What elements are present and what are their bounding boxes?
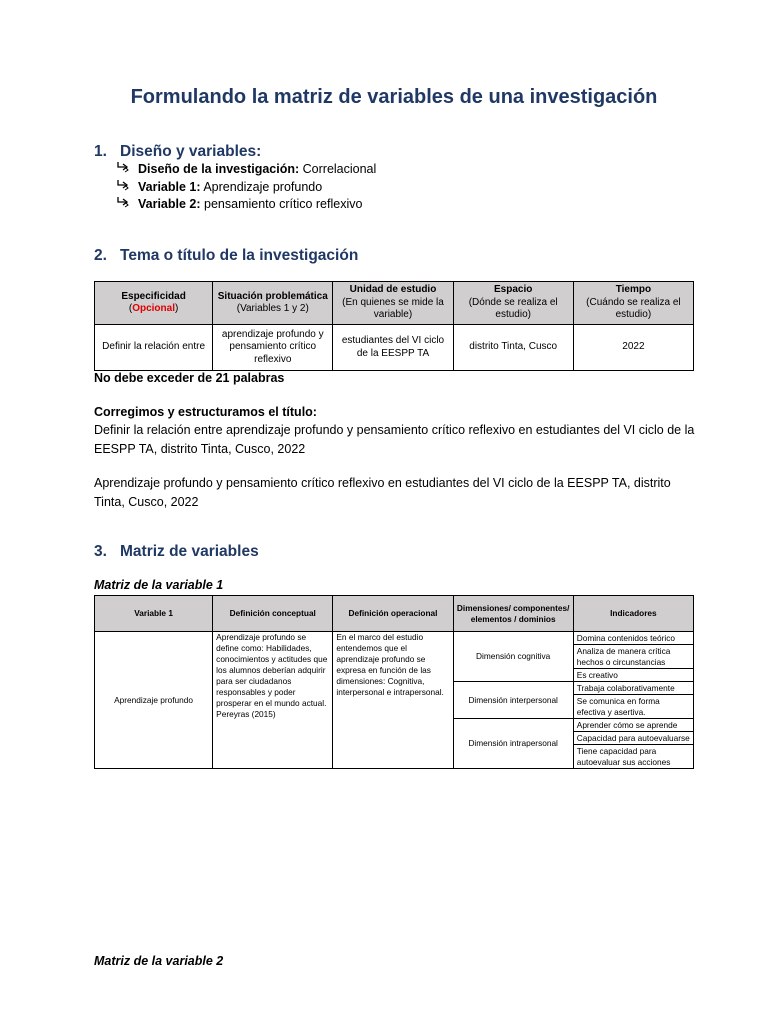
section-3-heading [94, 543, 259, 561]
list-item-value: Correlacional [302, 162, 377, 176]
indicator-cell: Capacidad para autoevaluarse [573, 732, 693, 745]
correction-heading: Corregimos y estructuramos el título: [94, 405, 317, 419]
indicator-cell: Aprender cómo se aprende [573, 719, 693, 732]
optional-label: Opcional [132, 303, 175, 314]
indicator-cell: Analiza de manera crítica hechos o circunstancias [573, 645, 693, 669]
header-conceptual: Definición conceptual [213, 596, 333, 632]
section-1-number: 1. [94, 143, 107, 160]
section-1-title: Diseño y variables: [120, 143, 262, 160]
indicator-cell: Domina contenidos teórico [573, 632, 693, 645]
variable-name: Aprendizaje profundo [95, 632, 213, 769]
table-header-row [95, 282, 694, 325]
section-2-title: Tema o título de la investigación [120, 247, 359, 264]
indicator-cell: Tiene capacidad para autoevaluar sus acciones [573, 745, 693, 769]
header-dimensiones: Dimensiones/ componentes/ elementos / dominios [453, 596, 573, 632]
header-operacional: Definición operacional [333, 596, 453, 632]
matrix-1-caption: Matriz de la variable 1 [94, 578, 224, 592]
word-limit-note: No debe exceder de 21 palabras [94, 371, 285, 385]
table-header-row [95, 596, 694, 632]
table-cell: distrito Tinta, Cusco [453, 325, 573, 371]
header-variable: Variable 1 [95, 596, 213, 632]
header-especificidad: Especificidad (Opcional) [95, 282, 213, 325]
list-item [116, 196, 376, 214]
conceptual-definition: Aprendizaje profundo se define como: Habilidades, conocimientos y actitudes que los alumnos deberían adquirir para ser ciudadanos responsables y poder prosperar en el mundo actual. Pereyras (2015) [213, 632, 333, 769]
header-indicadores: Indicadores [573, 596, 693, 632]
indicator-cell: Es creativo [573, 669, 693, 682]
header-unidad: Unidad de estudio (En quienes se mide la variable) [333, 282, 453, 325]
title-full: Definir la relación entre aprendizaje profundo y pensamiento crítico reflexivo en estudiantes del VI ciclo de la EESPP TA, distrito Tinta, Cusco, 2022 [94, 423, 695, 456]
table-cell: aprendizaje profundo y pensamiento crítico reflexivo [213, 325, 333, 371]
section-3-title: Matriz de variables [120, 543, 259, 560]
section-2-number: 2. [94, 247, 107, 264]
title-structure-table [94, 281, 694, 371]
table-cell: Definir la relación entre [95, 325, 213, 371]
section-3-number: 3. [94, 543, 107, 560]
operational-definition: En el marco del estudio entendemos que el aprendizaje profundo se expresa en función de las dimensiones: Cognitiva, interpersonal e intrapersonal. [333, 632, 453, 769]
list-item-value: pensamiento crítico reflexivo [204, 197, 363, 211]
list-item-label: Variable 1: [138, 179, 201, 194]
arrow-bullet-icon [116, 179, 138, 197]
dimension-cell: Dimensión interpersonal [453, 682, 573, 719]
section-2-heading [94, 247, 358, 265]
header-tiempo: Tiempo (Cuándo se realiza el estudio) [573, 282, 693, 325]
table-row [95, 632, 694, 645]
section-1-heading [94, 143, 261, 161]
indicator-cell: Trabaja colaborativamente [573, 682, 693, 695]
variable-matrix-table [94, 595, 694, 769]
title-short: Aprendizaje profundo y pensamiento crítico reflexivo en estudiantes del VI ciclo de la EESPP TA, distrito Tinta, Cusco, 2022 [94, 476, 671, 509]
indicator-cell: Se comunica en forma efectiva y asertiva. [573, 695, 693, 719]
table-cell: 2022 [573, 325, 693, 371]
header-espacio: Espacio (Dónde se realiza el estudio) [453, 282, 573, 325]
list-item [116, 161, 376, 179]
list-item-label: Diseño de la investigación: [138, 162, 300, 176]
list-item-label: Variable 2: [138, 197, 201, 211]
table-cell: estudiantes del VI ciclo de la EESPP TA [333, 325, 453, 371]
list-item-value: Aprendizaje profundo [203, 179, 323, 194]
list-item [116, 179, 376, 197]
arrow-bullet-icon [116, 196, 138, 214]
header-situacion: Situación problemática (Variables 1 y 2) [213, 282, 333, 325]
table-row [95, 325, 694, 371]
matrix-2-caption: Matriz de la variable 2 [94, 954, 224, 968]
dimension-cell: Dimensión intrapersonal [453, 719, 573, 769]
arrow-bullet-icon [116, 161, 138, 179]
dimension-cell: Dimensión cognitiva [453, 632, 573, 682]
document-title: Formulando la matriz de variables de una investigación [130, 86, 658, 108]
section-1-list [116, 161, 376, 214]
